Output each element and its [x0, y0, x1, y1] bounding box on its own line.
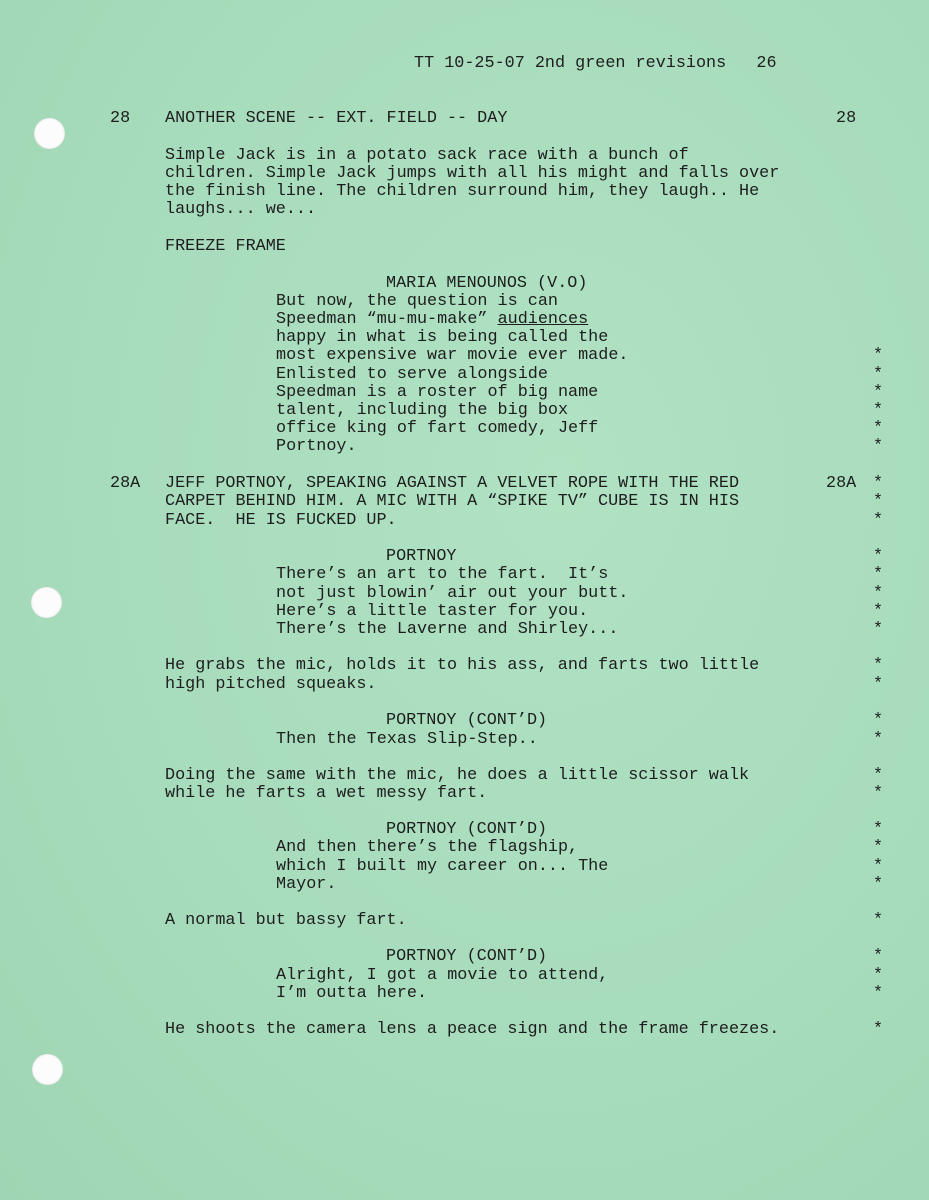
- scene-heading: CARPET BEHIND HIM. A MIC WITH A “SPIKE TV” CUBE IS IN HIS: [165, 492, 740, 511]
- character-cue: PORTNOY: [386, 547, 457, 566]
- revision-label: TT 10-25-07 2nd green revisions: [414, 54, 727, 73]
- dialogue-line: I’m outta here.: [276, 984, 428, 1003]
- scene-number-left: 28A: [110, 474, 141, 493]
- scene-number-left: 28: [110, 109, 131, 128]
- action-line: the finish line. The children surround him, they laugh.. He: [165, 182, 760, 201]
- revision-mark: *: [873, 437, 884, 456]
- revision-mark: *: [873, 565, 884, 584]
- revision-mark: *: [873, 547, 884, 566]
- revision-mark: *: [873, 875, 884, 894]
- revision-mark: *: [873, 766, 884, 785]
- dialogue-line: And then there’s the flagship,: [276, 838, 579, 857]
- dialogue-line: most expensive war movie ever made.: [276, 346, 629, 365]
- revision-mark: *: [873, 620, 884, 639]
- character-cue: PORTNOY (CONT’D): [386, 820, 548, 839]
- dialogue-line: office king of fart comedy, Jeff: [276, 419, 599, 438]
- dialogue-line: Speedman is a roster of big name: [276, 383, 599, 402]
- revision-mark: *: [873, 511, 884, 530]
- binder-hole: [31, 587, 62, 618]
- revision-mark: *: [873, 730, 884, 749]
- dialogue-line: [276, 311, 588, 329]
- binder-hole: [32, 1054, 63, 1085]
- dialogue-line: happy in what is being called the: [276, 328, 609, 347]
- revision-mark: *: [873, 984, 884, 1003]
- revision-mark: *: [873, 602, 884, 621]
- revision-mark: *: [873, 474, 884, 493]
- scene-heading: JEFF PORTNOY, SPEAKING AGAINST A VELVET ROPE WITH THE RED: [165, 474, 740, 493]
- revision-mark: *: [873, 401, 884, 420]
- revision-mark: *: [873, 656, 884, 675]
- action-line: high pitched squeaks.: [165, 675, 377, 694]
- revision-mark: *: [873, 838, 884, 857]
- scene-number-right: 28A: [826, 474, 857, 493]
- dialogue-line: Enlisted to serve alongside: [276, 365, 548, 384]
- action-line: He grabs the mic, holds it to his ass, and farts two little: [165, 656, 760, 675]
- revision-mark: *: [873, 383, 884, 402]
- underlined-word: audiences: [497, 310, 589, 329]
- action-line: children. Simple Jack jumps with all his might and falls over: [165, 164, 780, 183]
- dialogue-line: Mayor.: [276, 875, 337, 894]
- scene-number-right: 28: [836, 109, 857, 128]
- revision-mark: *: [873, 857, 884, 876]
- revision-mark: *: [873, 346, 884, 365]
- dialogue-line: Here’s a little taster for you.: [276, 602, 589, 621]
- revision-mark: *: [873, 947, 884, 966]
- action-line: Simple Jack is in a potato sack race with a bunch of: [165, 146, 689, 165]
- revision-mark: *: [873, 820, 884, 839]
- revision-mark: *: [873, 419, 884, 438]
- dialogue-line: Portnoy.: [276, 437, 357, 456]
- dialogue-line: There’s the Laverne and Shirley...: [276, 620, 619, 639]
- binder-hole: [34, 118, 65, 149]
- revision-mark: *: [873, 1020, 884, 1039]
- action-line: Doing the same with the mic, he does a little scissor walk: [165, 766, 750, 785]
- revision-mark: *: [873, 492, 884, 511]
- character-cue: PORTNOY (CONT’D): [386, 711, 548, 730]
- action-line: while he farts a wet messy fart.: [165, 784, 488, 803]
- dialogue-line: which I built my career on... The: [276, 857, 609, 876]
- dialogue-line: Alright, I got a movie to attend,: [276, 966, 609, 985]
- revision-mark: *: [873, 365, 884, 384]
- dialogue-line: There’s an art to the fart. It’s: [276, 565, 609, 584]
- action-line: A normal but bassy fart.: [165, 911, 407, 930]
- scene-heading: FACE. HE IS FUCKED UP.: [165, 511, 397, 530]
- action-line: He shoots the camera lens a peace sign and the frame freezes.: [165, 1020, 780, 1039]
- page-number: 26: [756, 54, 777, 73]
- scene-heading: ANOTHER SCENE -- EXT. FIELD -- DAY: [165, 109, 508, 128]
- character-cue: MARIA MENOUNOS (V.O): [386, 274, 588, 293]
- character-cue: PORTNOY (CONT’D): [386, 947, 548, 966]
- revision-mark: *: [873, 966, 884, 985]
- dialogue-line: But now, the question is can: [276, 292, 558, 311]
- revision-mark: *: [873, 911, 884, 930]
- page-header: [414, 55, 777, 73]
- transition: FREEZE FRAME: [165, 237, 286, 256]
- revision-mark: *: [873, 784, 884, 803]
- action-line: laughs... we...: [165, 200, 317, 219]
- revision-mark: *: [873, 711, 884, 730]
- dialogue-text: Speedman “mu-mu-make”: [276, 310, 498, 329]
- dialogue-line: not just blowin’ air out your butt.: [276, 584, 629, 603]
- dialogue-line: talent, including the big box: [276, 401, 569, 420]
- dialogue-line: Then the Texas Slip-Step..: [276, 730, 538, 749]
- revision-mark: *: [873, 584, 884, 603]
- revision-mark: *: [873, 675, 884, 694]
